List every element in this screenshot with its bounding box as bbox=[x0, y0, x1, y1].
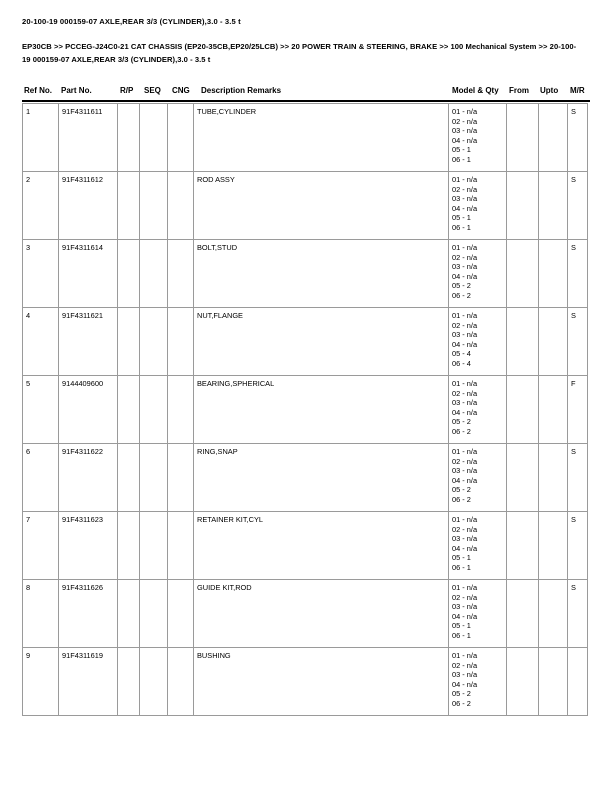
cell-cng bbox=[168, 240, 194, 308]
cell-from bbox=[507, 172, 539, 240]
model-qty-line: 02 - n/a bbox=[452, 388, 478, 398]
cell-seq bbox=[140, 308, 168, 376]
cell-mr bbox=[568, 648, 588, 716]
cell-spacer bbox=[588, 580, 595, 648]
cell-part-no: 91F4311614 bbox=[59, 240, 118, 308]
model-qty-line: 01 - n/a bbox=[452, 447, 478, 456]
cell-rp bbox=[118, 580, 140, 648]
cell-rp bbox=[118, 172, 140, 240]
cell-rp bbox=[118, 376, 140, 444]
model-qty-line: 05 - 2 bbox=[452, 281, 471, 291]
header-model-qty: Model & Qty bbox=[452, 86, 499, 95]
cell-seq bbox=[140, 580, 168, 648]
cell-mr: S bbox=[568, 172, 588, 240]
header-cng: CNG bbox=[172, 86, 190, 95]
breadcrumb: EP30CB >> PCCEG-J24C0-21 CAT CHASSIS (EP20-35CB,EP20/25LCB) >> 20 POWER TRAIN & STEERING, BRAKE >> 100 Mechanical System >> 20-100-19 000159-07 AXLE,REAR 3/3 (CYLINDER),3.0 - 3.5 t bbox=[22, 42, 577, 64]
header-part-no: Part No. bbox=[61, 86, 92, 95]
model-qty-line: 04 - n/a bbox=[452, 339, 478, 349]
cell-cng bbox=[168, 376, 194, 444]
cell-mr: S bbox=[568, 580, 588, 648]
model-qty-line: 04 - n/a bbox=[452, 611, 478, 621]
model-qty-line: 01 - n/a bbox=[452, 379, 478, 388]
cell-from bbox=[507, 308, 539, 376]
cell-upto bbox=[539, 444, 568, 512]
model-qty-line: 01 - n/a bbox=[452, 175, 478, 184]
cell-model-qty bbox=[449, 172, 507, 240]
cell-ref-no: 4 bbox=[23, 308, 59, 376]
cell-spacer bbox=[588, 240, 595, 308]
cell-cng bbox=[168, 104, 194, 172]
cell-upto bbox=[539, 512, 568, 580]
cell-ref-no: 2 bbox=[23, 172, 59, 240]
cell-description: GUIDE KIT,ROD bbox=[194, 580, 449, 648]
cell-ref-no: 8 bbox=[23, 580, 59, 648]
table-row[interactable] bbox=[23, 512, 595, 580]
cell-ref-no: 6 bbox=[23, 444, 59, 512]
cell-spacer bbox=[588, 444, 595, 512]
cell-from bbox=[507, 512, 539, 580]
cell-model-qty bbox=[449, 512, 507, 580]
model-qty-line: 01 - n/a bbox=[452, 651, 478, 660]
model-qty-line: 04 - n/a bbox=[452, 475, 478, 485]
cell-rp bbox=[118, 512, 140, 580]
cell-description: BOLT,STUD bbox=[194, 240, 449, 308]
model-qty-line: 04 - n/a bbox=[452, 135, 478, 145]
model-qty-line: 02 - n/a bbox=[452, 660, 478, 670]
model-qty-line: 01 - n/a bbox=[452, 311, 478, 320]
cell-upto bbox=[539, 648, 568, 716]
cell-part-no: 91F4311626 bbox=[59, 580, 118, 648]
table-row[interactable] bbox=[23, 648, 595, 716]
cell-cng bbox=[168, 308, 194, 376]
model-qty-line: 02 - n/a bbox=[452, 592, 478, 602]
model-qty-line: 05 - 2 bbox=[452, 417, 471, 427]
cell-spacer bbox=[588, 308, 595, 376]
cell-part-no: 91F4311619 bbox=[59, 648, 118, 716]
page-title: 20-100-19 000159-07 AXLE,REAR 3/3 (CYLINDER),3.0 - 3.5 t bbox=[22, 17, 241, 26]
header-seq: SEQ bbox=[144, 86, 161, 95]
cell-from bbox=[507, 376, 539, 444]
model-qty-line: 01 - n/a bbox=[452, 243, 478, 252]
model-qty-line: 01 - n/a bbox=[452, 107, 478, 116]
cell-part-no: 91F4311622 bbox=[59, 444, 118, 512]
cell-upto bbox=[539, 104, 568, 172]
header-description: Description Remarks bbox=[201, 86, 282, 95]
cell-spacer bbox=[588, 648, 595, 716]
model-qty-line: 06 - 2 bbox=[452, 290, 471, 300]
cell-model-qty bbox=[449, 104, 507, 172]
model-qty-line: 04 - n/a bbox=[452, 679, 478, 689]
cell-ref-no: 5 bbox=[23, 376, 59, 444]
cell-part-no: 9144409600 bbox=[59, 376, 118, 444]
cell-from bbox=[507, 648, 539, 716]
model-qty-line: 05 - 1 bbox=[452, 553, 471, 563]
cell-part-no: 91F4311612 bbox=[59, 172, 118, 240]
header-upto: Upto bbox=[540, 86, 559, 95]
model-qty-line: 02 - n/a bbox=[452, 252, 478, 262]
cell-part-no: 91F4311621 bbox=[59, 308, 118, 376]
header-rp: R/P bbox=[120, 86, 134, 95]
cell-seq bbox=[140, 376, 168, 444]
model-qty-line: 05 - 2 bbox=[452, 485, 471, 495]
model-qty-line: 03 - n/a bbox=[452, 194, 478, 204]
cell-description: NUT,FLANGE bbox=[194, 308, 449, 376]
header-ref-no: Ref No. bbox=[24, 86, 52, 95]
cell-ref-no: 1 bbox=[23, 104, 59, 172]
table-row[interactable] bbox=[23, 172, 595, 240]
model-qty-line: 03 - n/a bbox=[452, 262, 478, 272]
table-row[interactable] bbox=[23, 240, 595, 308]
cell-from bbox=[507, 104, 539, 172]
header-mr: M/R bbox=[570, 86, 585, 95]
cell-ref-no: 9 bbox=[23, 648, 59, 716]
cell-spacer bbox=[588, 512, 595, 580]
cell-mr: S bbox=[568, 512, 588, 580]
model-qty-line: 02 - n/a bbox=[452, 184, 478, 194]
model-qty-line: 03 - n/a bbox=[452, 466, 478, 476]
cell-cng bbox=[168, 172, 194, 240]
cell-model-qty bbox=[449, 648, 507, 716]
model-qty-line: 03 - n/a bbox=[452, 330, 478, 340]
model-qty-line: 06 - 2 bbox=[452, 698, 471, 708]
model-qty-line: 02 - n/a bbox=[452, 320, 478, 330]
model-qty-line: 05 - 2 bbox=[452, 689, 471, 699]
cell-ref-no: 3 bbox=[23, 240, 59, 308]
cell-upto bbox=[539, 376, 568, 444]
cell-description: ROD ASSY bbox=[194, 172, 449, 240]
model-qty-line: 03 - n/a bbox=[452, 602, 478, 612]
cell-description: TUBE,CYLINDER bbox=[194, 104, 449, 172]
cell-model-qty bbox=[449, 308, 507, 376]
cell-ref-no: 7 bbox=[23, 512, 59, 580]
model-qty-line: 06 - 1 bbox=[452, 222, 471, 232]
cell-upto bbox=[539, 240, 568, 308]
cell-spacer bbox=[588, 376, 595, 444]
table-row[interactable] bbox=[23, 308, 595, 376]
model-qty-line: 05 - 4 bbox=[452, 349, 471, 359]
cell-mr: S bbox=[568, 308, 588, 376]
cell-seq bbox=[140, 648, 168, 716]
cell-upto bbox=[539, 308, 568, 376]
model-qty-line: 01 - n/a bbox=[452, 583, 478, 592]
table-row[interactable] bbox=[23, 444, 595, 512]
cell-part-no: 91F4311611 bbox=[59, 104, 118, 172]
cell-seq bbox=[140, 104, 168, 172]
model-qty-line: 04 - n/a bbox=[452, 271, 478, 281]
cell-spacer bbox=[588, 104, 595, 172]
model-qty-line: 06 - 1 bbox=[452, 154, 471, 164]
cell-cng bbox=[168, 444, 194, 512]
model-qty-line: 03 - n/a bbox=[452, 670, 478, 680]
model-qty-line: 06 - 4 bbox=[452, 358, 471, 368]
model-qty-line: 04 - n/a bbox=[452, 407, 478, 417]
model-qty-line: 06 - 1 bbox=[452, 562, 471, 572]
cell-part-no: 91F4311623 bbox=[59, 512, 118, 580]
model-qty-line: 06 - 2 bbox=[452, 494, 471, 504]
cell-rp bbox=[118, 308, 140, 376]
cell-seq bbox=[140, 512, 168, 580]
table-row[interactable] bbox=[23, 376, 595, 444]
model-qty-line: 02 - n/a bbox=[452, 456, 478, 466]
cell-upto bbox=[539, 172, 568, 240]
cell-upto bbox=[539, 580, 568, 648]
table-column-headers bbox=[22, 86, 590, 100]
cell-model-qty bbox=[449, 376, 507, 444]
cell-seq bbox=[140, 172, 168, 240]
cell-cng bbox=[168, 648, 194, 716]
parts-table bbox=[22, 103, 595, 716]
cell-seq bbox=[140, 444, 168, 512]
cell-cng bbox=[168, 512, 194, 580]
table-row[interactable] bbox=[23, 104, 595, 172]
cell-rp bbox=[118, 648, 140, 716]
model-qty-line: 06 - 2 bbox=[452, 426, 471, 436]
cell-model-qty bbox=[449, 240, 507, 308]
model-qty-line: 02 - n/a bbox=[452, 524, 478, 534]
cell-description: BEARING,SPHERICAL bbox=[194, 376, 449, 444]
model-qty-line: 04 - n/a bbox=[452, 203, 478, 213]
model-qty-line: 03 - n/a bbox=[452, 534, 478, 544]
cell-model-qty bbox=[449, 444, 507, 512]
cell-seq bbox=[140, 240, 168, 308]
model-qty-line: 01 - n/a bbox=[452, 515, 478, 524]
cell-from bbox=[507, 240, 539, 308]
cell-rp bbox=[118, 104, 140, 172]
cell-description: RETAINER KIT,CYL bbox=[194, 512, 449, 580]
cell-description: RING,SNAP bbox=[194, 444, 449, 512]
cell-description: BUSHING bbox=[194, 648, 449, 716]
header-divider-rule bbox=[22, 100, 590, 102]
cell-mr: S bbox=[568, 444, 588, 512]
model-qty-line: 05 - 1 bbox=[452, 213, 471, 223]
cell-mr: S bbox=[568, 240, 588, 308]
model-qty-line: 04 - n/a bbox=[452, 543, 478, 553]
model-qty-line: 02 - n/a bbox=[452, 116, 478, 126]
model-qty-line: 06 - 1 bbox=[452, 630, 471, 640]
cell-mr: F bbox=[568, 376, 588, 444]
header-from: From bbox=[509, 86, 529, 95]
cell-rp bbox=[118, 240, 140, 308]
model-qty-line: 03 - n/a bbox=[452, 398, 478, 408]
cell-mr: S bbox=[568, 104, 588, 172]
model-qty-line: 05 - 1 bbox=[452, 621, 471, 631]
table-row[interactable] bbox=[23, 580, 595, 648]
cell-from bbox=[507, 580, 539, 648]
cell-rp bbox=[118, 444, 140, 512]
cell-cng bbox=[168, 580, 194, 648]
cell-model-qty bbox=[449, 580, 507, 648]
model-qty-line: 03 - n/a bbox=[452, 126, 478, 136]
model-qty-line: 05 - 1 bbox=[452, 145, 471, 155]
cell-from bbox=[507, 444, 539, 512]
cell-spacer bbox=[588, 172, 595, 240]
